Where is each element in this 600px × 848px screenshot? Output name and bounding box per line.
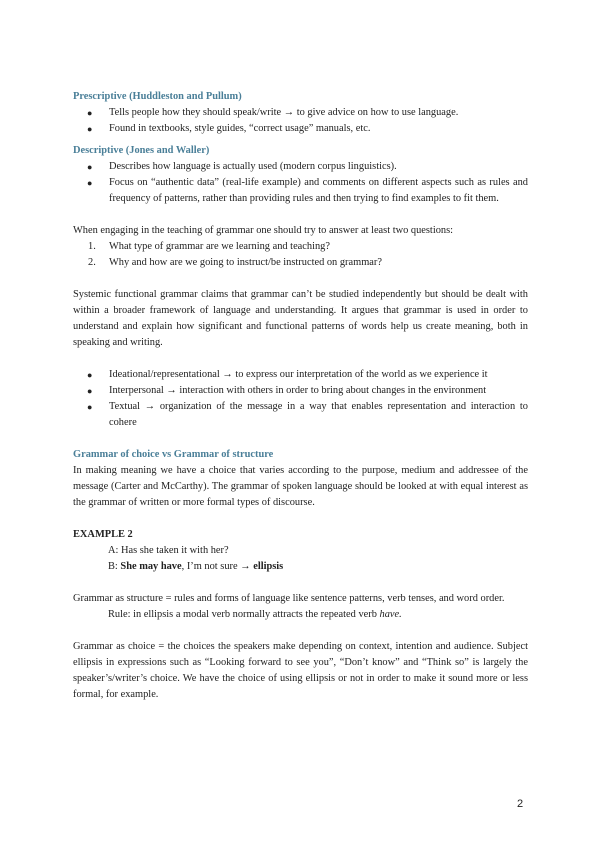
- bold-term: ellipsis: [253, 561, 284, 572]
- list-text: What type of grammar are we learning and teaching?: [109, 241, 330, 252]
- list-item: ● Ideational/representational → to express our interpretation of the world as we experience it: [73, 367, 528, 383]
- list-item: ● Focus on “authentic data” (real-life example) and comments on different aspects such as rules and frequency of patterns, rather than providing rules and then trying to find examples to fit them.: [73, 175, 528, 207]
- document-page: [73, 89, 528, 703]
- structure-paragraph: Grammar as structure = rules and forms of language like sentence patterns, verb tenses, and word order.: [73, 593, 505, 604]
- example-text: , I’m not sure →: [181, 561, 254, 572]
- list-item: ● Describes how language is actually used (modern corpus linguistics).: [73, 159, 528, 175]
- list-item: ● Tells people how they should speak/write → to give advice on how to use language.: [73, 105, 528, 121]
- list-text: Why and how are we going to instruct/be instructed on grammar?: [109, 257, 382, 268]
- heading-choice: Grammar of choice vs Grammar of structure: [73, 449, 274, 460]
- list-number: 1.: [88, 241, 96, 252]
- list-number: 2.: [88, 257, 96, 268]
- list-item: [73, 239, 528, 255]
- heading-prescriptive: Prescriptive (Huddleston and Pullum): [73, 91, 242, 102]
- descriptive-list: [73, 159, 528, 207]
- list-item: ● Textual → organization of the message in a way that enables representation and interaction to cohere: [73, 399, 528, 431]
- list-item: ● Interpersonal → interaction with others in order to bring about changes in the environment: [73, 383, 528, 399]
- rule-text: Rule: in ellipsis a modal verb normally attracts the repeated verb: [108, 609, 380, 620]
- bold-phrase: She may have: [120, 561, 182, 572]
- metafunctions-list: [73, 367, 528, 431]
- choice-paragraph: In making meaning we have a choice that varies according to the purpose, medium and addressee of the message (Carter and McCarthy). The grammar of spoken language should be looked at with equal interest as the grammar of written or more formal types of discourse.: [73, 465, 528, 508]
- questions-intro: When engaging in the teaching of grammar one should try to answer at least two questions:: [73, 225, 454, 236]
- prescriptive-list: [73, 105, 528, 137]
- choice-definition-paragraph: Grammar as choice = the choices the speakers make depending on context, intention and audience. Subject ellipsis in expressions such as “Looking forward to see you”, “Don’t know” and “Think so” is largely the speaker’s/writer’s choice. We have the choice of using ellipsis or not in order to make it sound more or less formal, for example.: [73, 641, 528, 700]
- rule-line: [73, 607, 528, 623]
- example-line-b: [73, 559, 528, 575]
- list-item: [73, 255, 528, 271]
- list-item: ● Found in textbooks, style guides, “correct usage” manuals, etc.: [73, 121, 528, 137]
- page-number: 2: [517, 798, 524, 810]
- rule-italic: have.: [379, 609, 402, 620]
- speaker-label: B:: [108, 561, 121, 572]
- example-line-a: A: Has she taken it with her?: [108, 545, 229, 556]
- example-title: EXAMPLE 2: [73, 529, 133, 540]
- systemic-paragraph: Systemic functional grammar claims that grammar can’t be studied independently but should be dealt with within a broader framework of language and understanding. It argues that grammar is used in order to understand and explain how significant and functional patterns of words help us create meaning, both in speaking and writing.: [73, 289, 528, 348]
- heading-descriptive: Descriptive (Jones and Waller): [73, 145, 210, 156]
- questions-list: [73, 239, 528, 271]
